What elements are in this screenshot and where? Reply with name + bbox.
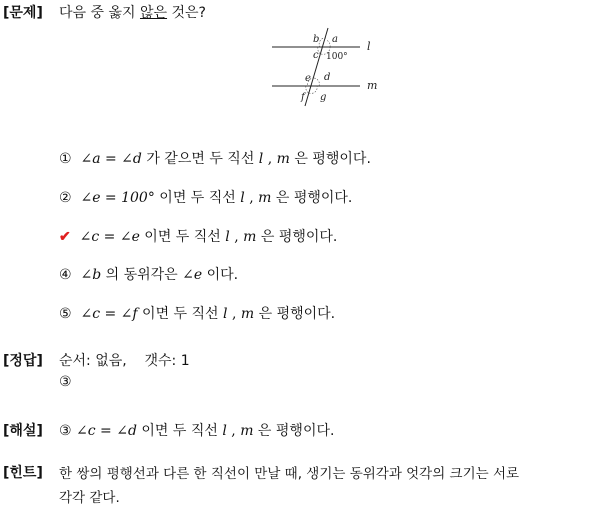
choice-sep: , xyxy=(227,306,241,322)
hint-label: [힌트] xyxy=(3,465,43,481)
choice-text: 이면 두 직선 xyxy=(137,306,224,322)
question-text-pre: 다음 중 옳지 xyxy=(59,5,140,21)
choice-line-l: ∠e xyxy=(182,267,203,283)
choice-text: 가 같으면 두 직선 xyxy=(141,151,259,167)
choice-tail: 은 평행이다. xyxy=(254,306,336,322)
angle-arc-a xyxy=(326,40,330,47)
fig-label-c: c xyxy=(313,50,319,61)
explanation-line-m: m xyxy=(240,423,254,439)
choice-number: ⑤ xyxy=(59,306,72,322)
parallel-lines-figure xyxy=(268,26,388,108)
fig-label-d: d xyxy=(324,72,331,83)
explanation-line-l: l xyxy=(222,423,227,439)
angle-arc-f xyxy=(306,86,309,93)
choice-4[interactable] xyxy=(59,264,238,284)
choice-expr: ∠c = ∠f xyxy=(80,306,138,322)
answer-line2: ③ xyxy=(59,374,72,390)
check-mark-icon: ✔ xyxy=(59,229,71,245)
choice-line-m: m xyxy=(240,306,255,322)
fig-label-angle: 100° xyxy=(326,52,348,62)
choice-text: 이면 두 직선 xyxy=(139,229,226,245)
choice-line-m: m xyxy=(276,151,290,167)
fig-label-f: f xyxy=(301,92,305,103)
choice-number: ① xyxy=(59,151,72,167)
fig-label-m: m xyxy=(367,79,378,92)
choice-5[interactable] xyxy=(59,303,335,323)
choice-line-l: l xyxy=(258,151,264,167)
fig-label-b: b xyxy=(313,34,320,45)
question-label: [문제] xyxy=(3,5,43,21)
explanation-label: [해설] xyxy=(3,423,43,439)
question-text-underlined: 않은 xyxy=(139,5,168,21)
fig-label-a: a xyxy=(332,34,338,45)
question-text xyxy=(59,2,206,22)
choice-sep: , xyxy=(229,229,244,245)
choice-line-l: l xyxy=(240,190,245,206)
choice-tail: 은 평행이다. xyxy=(271,190,353,206)
answer-line1: 순서: 없음, 갯수: 1 xyxy=(59,353,190,369)
choice-tail: 은 평행이다. xyxy=(256,229,338,245)
choice-sep: , xyxy=(263,151,277,167)
question-text-post: 것은? xyxy=(167,5,206,21)
hint-line1: 한 쌍의 평행선과 다른 한 직선이 만날 때, 생기는 동위각과 엇각의 크기는 서로 xyxy=(59,466,520,482)
choice-2[interactable] xyxy=(59,187,352,207)
choice-expr: ∠c = ∠e xyxy=(79,229,140,245)
choice-line-m: m xyxy=(258,190,272,206)
fig-label-e: e xyxy=(305,73,311,84)
choice-sep: , xyxy=(244,190,259,206)
explanation-sep: , xyxy=(226,423,241,439)
hint-line2: 각각 같다. xyxy=(59,490,120,506)
choice-1[interactable] xyxy=(59,148,371,168)
choice-line-l: l xyxy=(223,306,228,322)
fig-label-g: g xyxy=(320,92,327,103)
explanation-text xyxy=(59,420,334,440)
choice-text: 의 동위각은 xyxy=(101,267,183,283)
answer-label: [정답] xyxy=(3,353,43,369)
choice-tail: 이다. xyxy=(202,267,239,283)
choice-expr: ∠e = 100° xyxy=(80,190,155,206)
explanation-number: ③ xyxy=(59,423,72,439)
choice-number: ② xyxy=(59,190,72,206)
explanation-tail: 은 평행이다. xyxy=(253,423,335,439)
choice-3[interactable] xyxy=(59,226,337,246)
choice-tail: 은 평행이다. xyxy=(289,151,371,167)
angle-arc-d xyxy=(314,78,319,86)
fig-label-l: l xyxy=(367,40,371,53)
choice-text: 이면 두 직선 xyxy=(154,190,241,206)
choice-line-l: l xyxy=(225,229,230,245)
choice-expr: ∠a = ∠d xyxy=(80,151,142,167)
choice-expr: ∠b xyxy=(80,267,102,283)
choice-number: ④ xyxy=(59,267,72,283)
explanation-expr: ∠c = ∠d xyxy=(76,423,137,439)
explanation-body: 이면 두 직선 xyxy=(136,423,223,439)
choice-line-m: m xyxy=(243,229,257,245)
